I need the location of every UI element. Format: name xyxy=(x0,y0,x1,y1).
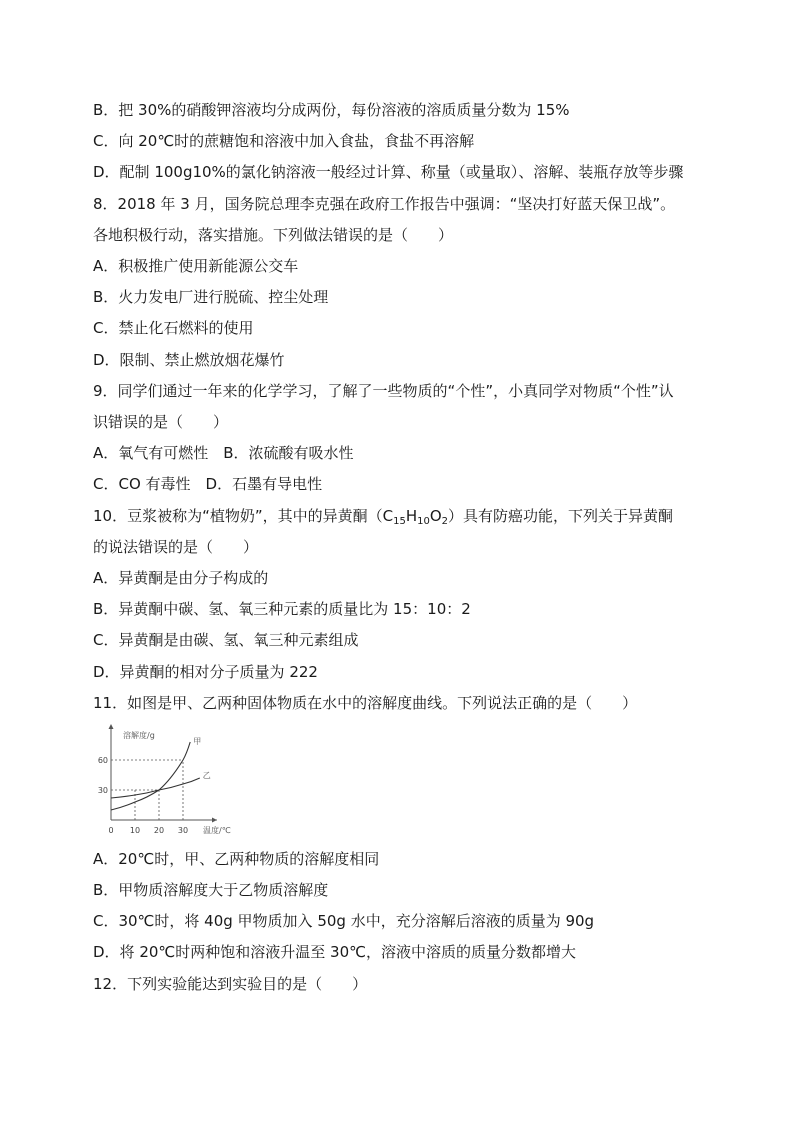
series-line-jia xyxy=(111,742,190,810)
option-7d: D．配制 100g10%的氯化钠溶液一般经过计算、称量（或量取）、溶解、装瓶存放等步骤 xyxy=(93,163,684,181)
y-axis-arrow xyxy=(109,724,114,729)
x-tick-label: 30 xyxy=(177,826,189,835)
question-12: 12．下列实验能达到实验目的是（ ） xyxy=(93,975,368,993)
question-9-line2: 识错误的是（ ） xyxy=(93,413,229,431)
option-9cd: C．CO 有毒性 D．石墨有导电性 xyxy=(93,475,323,493)
option-11b: B．甲物质溶解度大于乙物质溶解度 xyxy=(93,881,329,899)
option-11a: A．20℃时，甲、乙两种物质的溶解度相同 xyxy=(93,850,380,868)
series-label: 甲 xyxy=(193,737,202,746)
question-10-line2: 的说法错误的是（ ） xyxy=(93,538,259,556)
y-tick-label: 30 xyxy=(97,786,108,795)
series-line-yi xyxy=(111,778,200,798)
q10-sub-2: 2 xyxy=(441,516,449,527)
option-11d: D．将 20℃时两种饱和溶液升温至 30℃，溶液中溶质的质量分数都增大 xyxy=(93,943,576,961)
q10-o: O xyxy=(429,507,442,525)
option-10c: C．异黄酮是由碳、氢、氧三种元素组成 xyxy=(93,631,359,649)
x-tick-label: 20 xyxy=(153,826,165,835)
question-9-line1: 9．同学们通过一年来的化学学习，了解了一些物质的“个性”，小真同学对物质“个性”认 xyxy=(93,382,674,400)
option-9ab: A．氧气有可燃性 B．浓硫酸有吸水性 xyxy=(93,444,354,462)
q10-h: H xyxy=(405,507,418,525)
x-tick-label: 0 xyxy=(108,826,114,835)
option-8d: D．限制、禁止燃放烟花爆竹 xyxy=(93,351,285,369)
question-8-line2: 各地积极行动，落实措施。下列做法错误的是（ ） xyxy=(93,226,454,244)
option-8b: B．火力发电厂进行脱硫、控尘处理 xyxy=(93,288,329,306)
option-10a: A．异黄酮是由分子构成的 xyxy=(93,569,269,587)
option-8c: C．禁止化石燃料的使用 xyxy=(93,319,254,337)
option-7c: C．向 20℃时的蔗糖饱和溶液中加入食盐，食盐不再溶解 xyxy=(93,132,475,150)
y-axis-label: 溶解度/g xyxy=(123,731,155,740)
q10-sub-15: 15 xyxy=(393,516,406,527)
x-axis-label: 温度/℃ xyxy=(203,826,231,835)
series-label: 乙 xyxy=(202,771,211,780)
option-8a: A．积极推广使用新能源公交车 xyxy=(93,257,299,275)
question-8-line1: 8．2018 年 3 月，国务院总理李克强在政府工作报告中强调：“坚决打好蓝天保卫战”。 xyxy=(93,195,676,213)
solubility-chart xyxy=(93,720,243,840)
q10-text-post: ）具有防癌功能，下列关于异黄酮 xyxy=(448,507,674,525)
x-axis-arrow xyxy=(212,818,217,823)
question-11: 11．如图是甲、乙两种固体物质在水中的溶解度曲线。下列说法正确的是（ ） xyxy=(93,694,638,712)
y-tick-label: 60 xyxy=(97,756,108,765)
q10-text-pre: 10．豆浆被称为“植物奶”，其中的异黄酮（C xyxy=(93,507,394,525)
q10-sub-10: 10 xyxy=(417,516,430,527)
x-tick-label: 10 xyxy=(129,826,141,835)
option-11c: C．30℃时，将 40g 甲物质加入 50g 水中，充分溶解后溶液的质量为 90g xyxy=(93,912,595,930)
question-10-line1 xyxy=(93,506,673,526)
option-10d: D．异黄酮的相对分子质量为 222 xyxy=(93,663,318,681)
option-7b: B．把 30%的硝酸钾溶液均分成两份，每份溶液的溶质质量分数为 15% xyxy=(93,101,570,119)
option-10b: B．异黄酮中碳、氢、氧三种元素的质量比为 15：10：2 xyxy=(93,600,471,618)
